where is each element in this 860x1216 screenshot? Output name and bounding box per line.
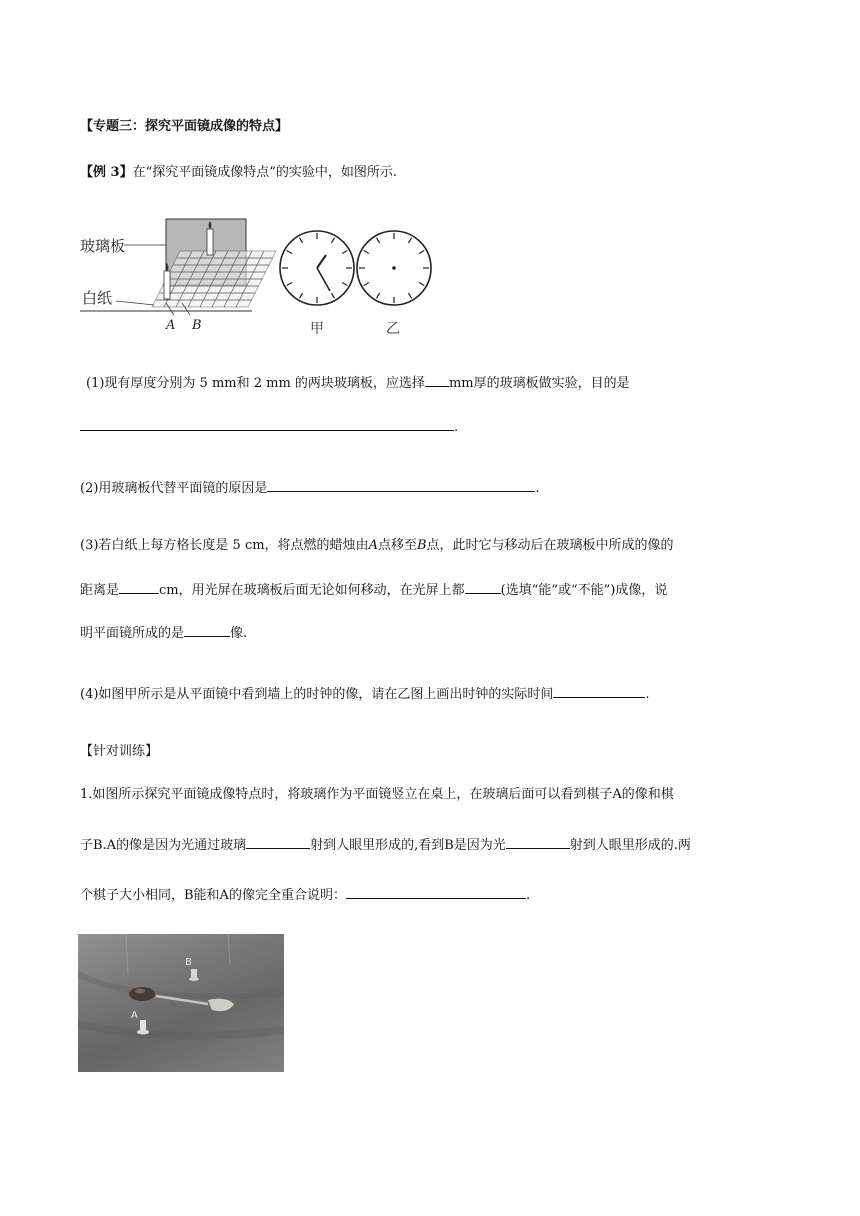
q3-blank-image-type[interactable] — [184, 624, 230, 637]
question-2 — [80, 479, 540, 498]
q4-blank-time[interactable] — [553, 685, 645, 698]
q3-text-e: cm，用光屏在玻璃板后面无论如何移动，在光屏上都 — [159, 583, 465, 598]
q3-text-b: 点移至 — [377, 538, 417, 553]
q1-end: . — [454, 420, 459, 435]
q3-text-f: (选填“能”或“不能”)成像，说 — [500, 583, 668, 598]
question-3-line-1 — [80, 537, 674, 555]
point-b-label: B — [192, 318, 202, 333]
t1-blank-b[interactable] — [506, 836, 570, 849]
t1-end: . — [525, 888, 531, 903]
t1-text-b: 射到人眼里形成的,看到B是因为光 — [310, 838, 506, 853]
training-1-line-1: 1.如图所示探究平面镜成像特点时，将玻璃作为平面镜竖立在桌上，在玻璃后面可以看到棋子A的像和棋 — [80, 787, 674, 802]
q3-blank-can[interactable] — [465, 581, 501, 594]
chess-photo — [78, 934, 284, 1072]
q3-text-d: 距离是 — [80, 583, 120, 598]
chess-photo-drawing — [78, 934, 284, 1072]
training-1-line-3 — [80, 886, 530, 905]
q3-text-a: (3)若白纸上每方格长度是 5 cm，将点燃的蜡烛由 — [80, 538, 369, 553]
t1-text-c: 射到人眼里形成的.两 — [569, 838, 691, 853]
question-1-line-2 — [80, 418, 458, 437]
q4-text: (4)如图甲所示是从平面镜中看到墙上的时钟的像，请在乙图上画出时钟的实际时间 — [80, 687, 554, 702]
question-3-line-3 — [80, 624, 247, 643]
t1-text-a: 子B.A的像是因为光通过玻璃 — [80, 838, 247, 853]
q1-blank-thickness[interactable] — [425, 374, 449, 387]
glass-label: 玻璃板 — [80, 237, 126, 255]
clock-yi-label: 乙 — [386, 321, 400, 337]
q1-text-b: mm厚的玻璃板做实验，目的是 — [448, 376, 630, 391]
training-title: 【针对训练】 — [80, 744, 159, 759]
t1-text-d: 个棋子大小相同，B能和A的像完全重合说明： — [80, 888, 346, 903]
q3-text-c: 点，此时它与移动后在玻璃板中所成的像的 — [426, 538, 674, 553]
example-tag: 【例 3】 — [80, 165, 133, 180]
q4-end: . — [645, 687, 650, 702]
t1-blank-a[interactable] — [246, 836, 310, 849]
q2-blank-reason[interactable] — [267, 479, 535, 492]
example-3 — [80, 164, 397, 182]
q3-point-b: B — [416, 538, 427, 553]
point-a-label: A — [166, 318, 176, 333]
t1-blank-c[interactable] — [346, 886, 526, 899]
q1-text-a: (1)现有厚度分别为 5 mm和 2 mm 的两块玻璃板，应选择 — [86, 376, 425, 391]
q2-end: . — [535, 481, 540, 496]
q3-point-a: A — [368, 538, 378, 553]
example-text: 在“探究平面镜成像特点”的实验中，如图所示. — [132, 165, 398, 180]
q3-blank-distance[interactable] — [119, 581, 159, 594]
clock-jia-label: 甲 — [310, 321, 324, 337]
q1-blank-purpose[interactable] — [80, 418, 454, 431]
experiment-figure — [80, 215, 440, 340]
q2-text: (2)用玻璃板代替平面镜的原因是 — [80, 481, 268, 496]
clock-yi-icon — [357, 231, 431, 305]
clock-jia-icon — [280, 231, 354, 305]
q3-text-g: 明平面镜所成的是 — [80, 626, 185, 641]
question-1-line-1 — [86, 374, 630, 393]
question-4 — [80, 685, 650, 704]
paper-label: 白纸 — [82, 289, 113, 307]
training-1-line-2 — [80, 836, 691, 855]
q3-text-h: 像. — [230, 626, 248, 641]
question-3-line-2 — [80, 581, 667, 600]
section-title: 【专题三：探究平面镜成像的特点】 — [80, 119, 289, 134]
